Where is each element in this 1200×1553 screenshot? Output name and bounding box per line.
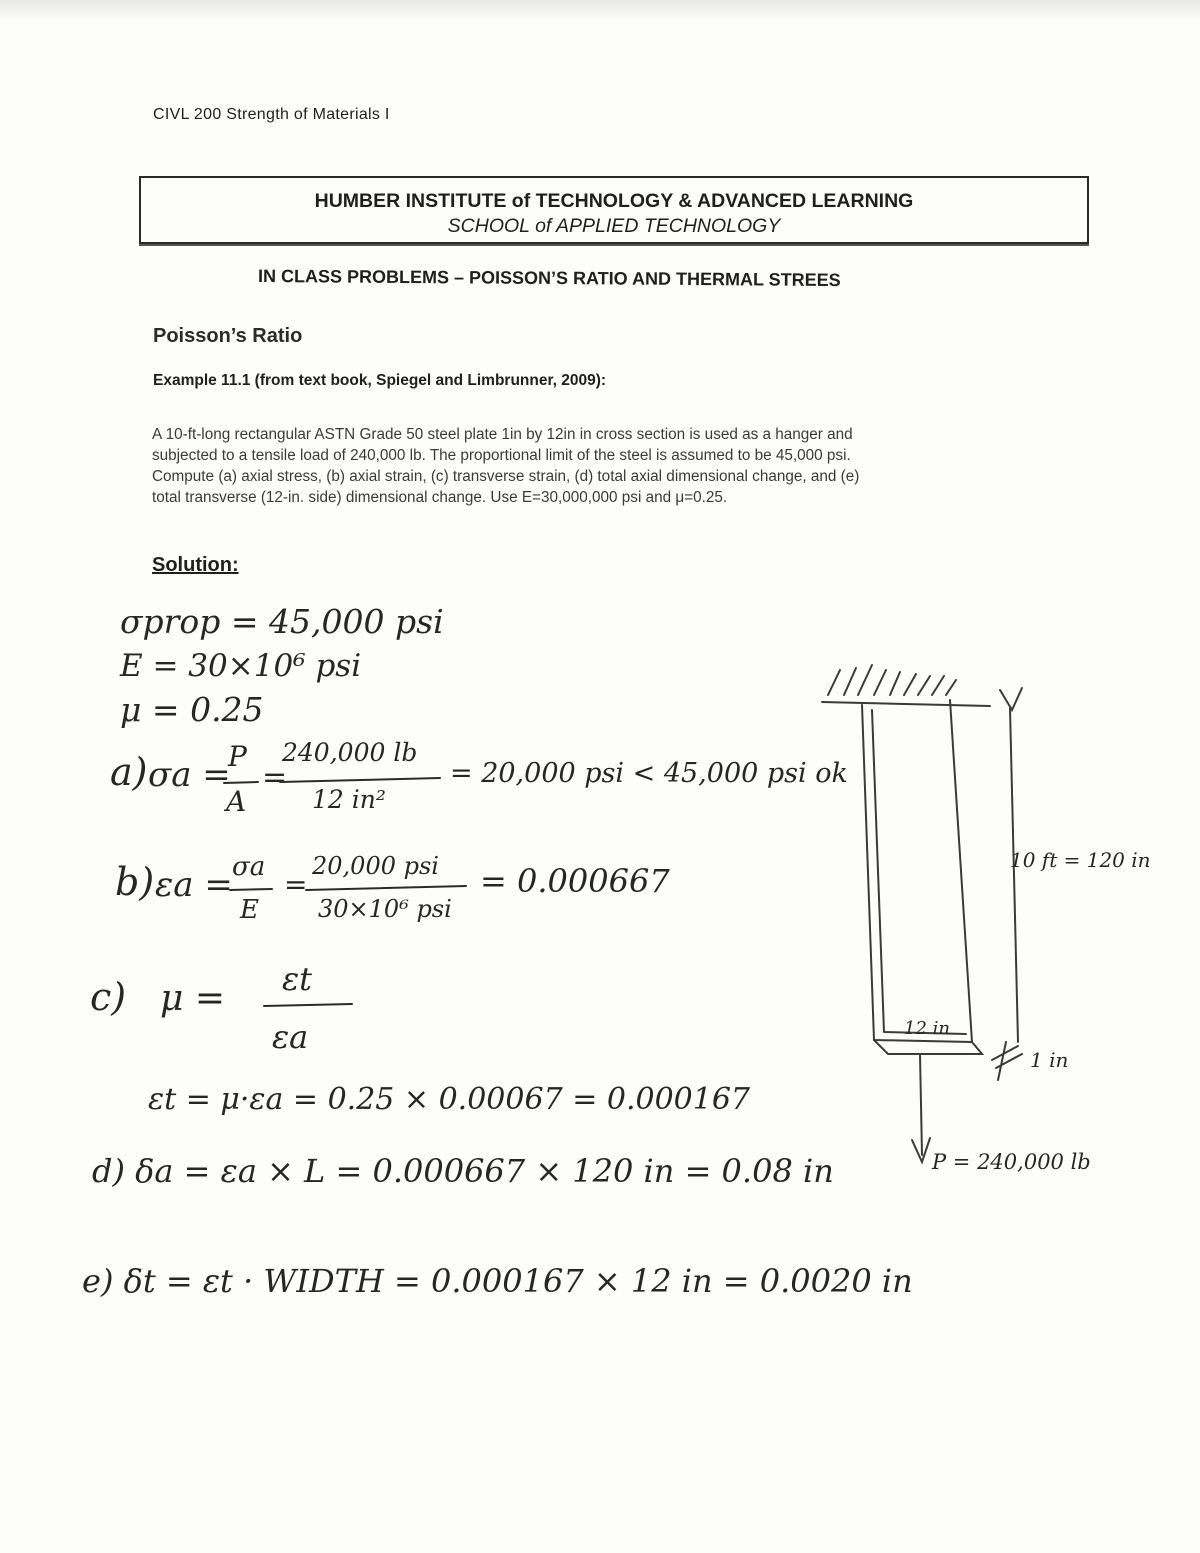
part-b-frac1-den: E [240,895,259,925]
plate-thickness-edge [872,710,966,1034]
part-c-label: c) [90,975,127,1019]
part-d-axial-change: d) δa = εa × L = 0.000667 × 120 in = 0.08 in [92,1152,834,1190]
part-b-frac2-den: 30×10⁶ psi [318,895,452,923]
course-name: CIVL 200 Strength of Materials I [153,106,390,123]
problem-line: A 10-ft-long rectangular ASTN Grade 50 steel plate 1in by 12in in cross section is used as a hanger and [152,426,853,443]
width-label: 12 in [904,1018,950,1039]
part-b-frac2-num: 20,000 psi [312,852,439,880]
fraction-bar [306,886,466,890]
part-a-lhs: σa = [148,755,231,795]
part-a-frac2-num: 240,000 lb [282,738,418,767]
hanger-plate-sketch [800,650,1160,1190]
part-a-result: = 20,000 psi < 45,000 psi ok [450,758,848,789]
part-b-lhs: εa = [155,865,233,905]
problem-line: subjected to a tensile load of 240,000 lb. The proportional limit of the steel is assumed to be 45,000 psi. [152,447,851,464]
fraction-bar [280,778,440,782]
part-b-result: = 0.000667 [480,862,670,900]
load-arrow-shaft [920,1054,922,1155]
part-a-frac2-den: 12 in² [312,785,386,814]
part-c-frac-num: εt [282,960,313,998]
problem-line: total transverse (12-in. side) dimensional change. Use E=30,000,000 psi and μ=0.25. [152,489,728,506]
thickness-label: 1 in [1030,1048,1069,1072]
part-b-label: b) [115,860,155,904]
part-a-frac1-den: A [226,785,247,818]
given-prop-limit: σprop = 45,000 psi [120,602,444,641]
fraction-bar [264,1004,352,1006]
dimension-tick [1000,688,1022,710]
hanger-diagram [800,650,1160,1190]
given-poisson: μ = 0.25 [120,690,264,729]
part-c-frac-den: εa [272,1018,309,1056]
part-a-label: a) [110,750,148,794]
given-modulus: E = 30×10⁶ psi [120,648,362,684]
institution-name: HUMBER INSTITUTE of TECHNOLOGY & ADVANCED LEARNING [314,190,914,212]
example-heading: Example 11.1 (from text book, Spiegel and Limbrunner, 2009): [153,372,607,389]
part-c-transverse-strain: εt = μ·εa = 0.25 × 0.00067 = 0.000167 [148,1082,751,1117]
support-line [822,702,990,706]
load-label: P = 240,000 lb [932,1150,1091,1174]
part-a-frac1-num: P [228,740,247,773]
document-title: IN CLASS PROBLEMS – POISSON’S RATIO AND THERMAL STREES [257,265,841,291]
thickness-ticks [992,1042,1022,1080]
length-label: 10 ft = 120 in [1010,848,1151,872]
equals-sign: = [262,760,288,795]
solution-heading: Solution: [152,554,239,576]
section-heading: Poisson’s Ratio [153,325,303,347]
school-name: SCHOOL of APPLIED TECHNOLOGY [447,215,781,237]
fraction-bar [224,782,258,783]
length-dimension-line [1010,708,1018,1042]
fraction-bar [230,889,272,890]
part-b-frac1-num: σa [232,852,266,882]
part-c-lhs: μ = [160,978,226,1019]
support-hatching [828,665,956,695]
equals-sign: = [284,868,308,901]
part-e-transverse-change: e) δt = εt · WIDTH = 0.000167 × 12 in = 0.0020 in [82,1262,913,1300]
problem-line: Compute (a) axial stress, (b) axial strain, (c) transverse strain, (d) total axial dimensional change, and (e) [152,468,860,485]
